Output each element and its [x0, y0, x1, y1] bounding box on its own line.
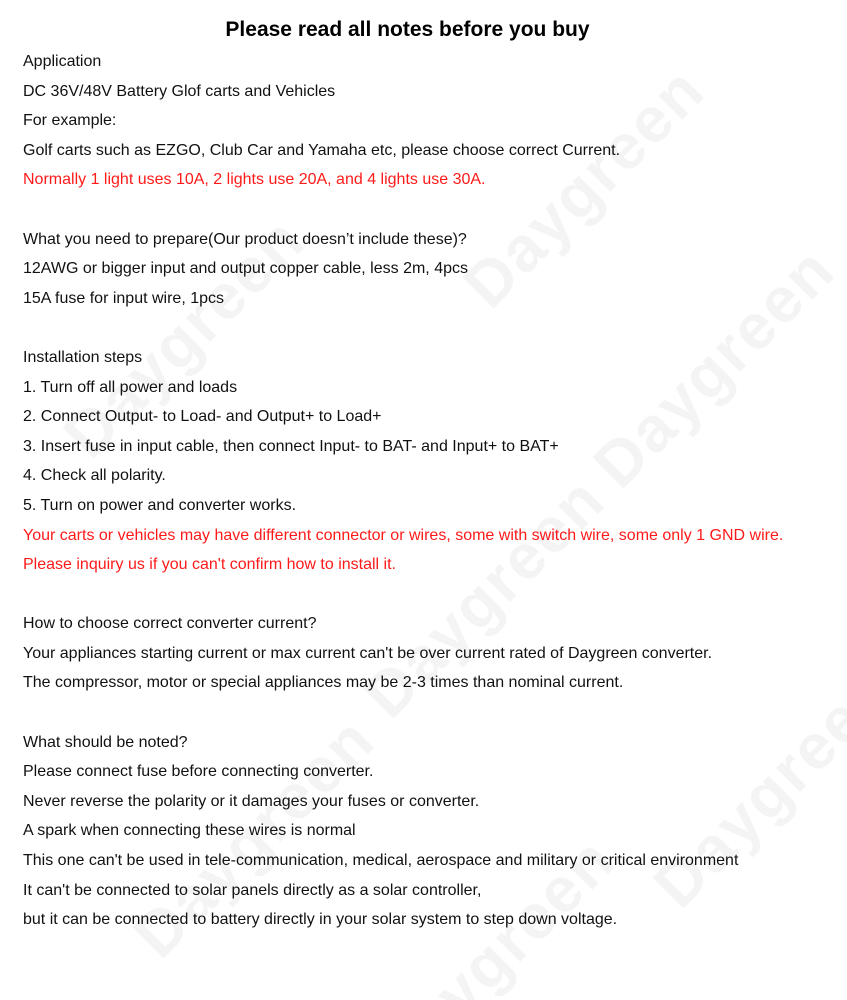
- installation-warning: Your carts or vehicles may have different connector or wires, some with switch wire, some only 1 GND wire.: [23, 526, 784, 544]
- current-heading: How to choose correct converter current?: [23, 615, 317, 633]
- notes-line: but it can be connected to battery directly in your solar system to step down voltage.: [23, 911, 618, 929]
- section-spacer: [23, 580, 838, 610]
- prepare-item: 12AWG or bigger input and output copper cable, less 2m, 4pcs: [23, 260, 468, 278]
- notes-line: Please connect fuse before connecting converter.: [23, 763, 374, 781]
- notes-line: It can't be connected to solar panels directly as a solar controller,: [23, 881, 482, 899]
- example-line: Golf carts such as EZGO, Club Car and Yamaha etc, please choose correct Current.: [23, 141, 621, 159]
- installation-step: 4. Check all polarity.: [23, 467, 166, 485]
- document-body: [23, 47, 838, 935]
- installation-step: 1. Turn off all power and loads: [23, 378, 238, 396]
- section-spacer: [23, 313, 838, 343]
- prepare-item: 15A fuse for input wire, 1pcs: [23, 289, 224, 307]
- application-heading: Application: [23, 53, 102, 70]
- current-line: The compressor, motor or special appliances may be 2-3 times than nominal current.: [23, 674, 624, 692]
- section-spacer: [23, 195, 838, 225]
- installation-warning: Please inquiry us if you can't confirm how to install it.: [23, 556, 396, 574]
- notes-heading: What should be noted?: [23, 733, 188, 751]
- notes-line: This one can't be used in tele-communication, medical, aerospace and military or critical environment: [23, 852, 739, 870]
- application-line: DC 36V/48V Battery Glof carts and Vehicles: [23, 82, 336, 100]
- installation-heading: Installation steps: [23, 348, 143, 366]
- installation-step: 3. Insert fuse in input cable, then connect Input- to BAT- and Input+ to BAT+: [23, 437, 559, 455]
- notes-line: Never reverse the polarity or it damages your fuses or converter.: [23, 792, 480, 810]
- installation-step: 5. Turn on power and converter works.: [23, 496, 297, 514]
- example-heading: For example:: [23, 112, 117, 130]
- prepare-heading: What you need to prepare(Our product doesn’t include these)?: [23, 230, 467, 248]
- current-note-warning: Normally 1 light uses 10A, 2 lights use 20A, and 4 lights use 30A.: [23, 171, 486, 189]
- section-spacer: [23, 698, 838, 728]
- installation-step: 2. Connect Output- to Load- and Output+ to Load+: [23, 408, 382, 426]
- notes-line: A spark when connecting these wires is normal: [23, 822, 356, 840]
- current-line: Your appliances starting current or max current can't be over current rated of Daygreen converter.: [23, 644, 713, 662]
- page-title: Please read all notes before you buy: [225, 18, 590, 41]
